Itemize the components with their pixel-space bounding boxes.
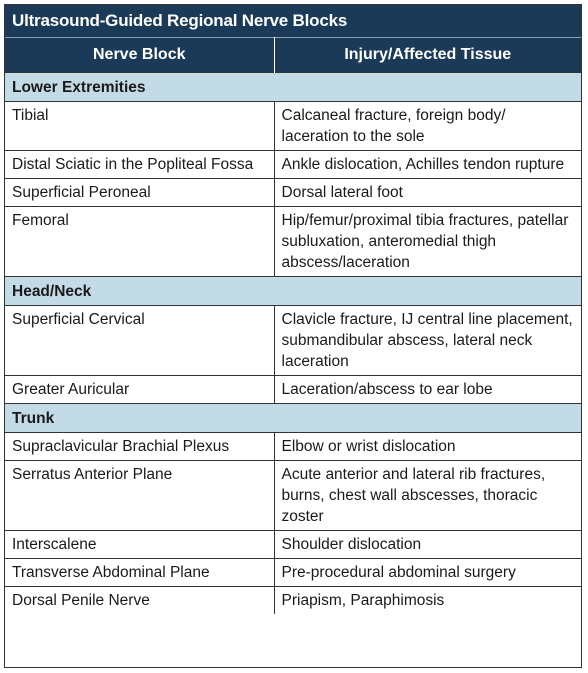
injury-cell: Clavicle fracture, IJ central line placement, submandibular abscess, lateral neck laceration <box>274 306 581 376</box>
nerve-block-cell: Femoral <box>5 207 274 277</box>
table-row <box>5 207 581 277</box>
table-row <box>5 587 581 615</box>
header-row <box>5 38 581 73</box>
table-row <box>5 102 581 151</box>
nerve-block-cell: Dorsal Penile Nerve <box>5 587 274 615</box>
injury-cell: Shoulder dislocation <box>274 531 581 559</box>
nerve-block-cell: Interscalene <box>5 531 274 559</box>
injury-cell: Laceration/abscess to ear lobe <box>274 376 581 404</box>
nerve-block-cell: Distal Sciatic in the Popliteal Fossa <box>5 151 274 179</box>
nerve-block-cell: Superficial Peroneal <box>5 179 274 207</box>
table-row <box>5 179 581 207</box>
table-row <box>5 461 581 531</box>
nerve-block-cell: Superficial Cervical <box>5 306 274 376</box>
table-body <box>5 73 581 615</box>
nerve-block-cell: Supraclavicular Brachial Plexus <box>5 433 274 461</box>
table-title: Ultrasound-Guided Regional Nerve Blocks <box>5 5 581 37</box>
injury-cell: Dorsal lateral foot <box>274 179 581 207</box>
section-row <box>5 73 581 102</box>
injury-cell: Calcaneal fracture, foreign body/ laceration to the sole <box>274 102 581 151</box>
table-row <box>5 559 581 587</box>
nerve-block-cell: Serratus Anterior Plane <box>5 461 274 531</box>
injury-cell: Priapism, Paraphimosis <box>274 587 581 615</box>
section-heading: Lower Extremities <box>5 73 581 102</box>
injury-cell: Pre-procedural abdominal surgery <box>274 559 581 587</box>
nerve-block-cell: Tibial <box>5 102 274 151</box>
nerve-block-cell: Transverse Abdominal Plane <box>5 559 274 587</box>
injury-cell: Hip/femur/proximal tibia fractures, patellar subluxation, anteromedial thigh abscess/laceration <box>274 207 581 277</box>
section-heading: Trunk <box>5 404 581 433</box>
nerve-block-table <box>5 37 581 614</box>
nerve-block-table-panel <box>4 4 582 668</box>
column-header-injury: Injury/Affected Tissue <box>274 38 581 73</box>
table-row <box>5 531 581 559</box>
section-heading: Head/Neck <box>5 277 581 306</box>
injury-cell: Ankle dislocation, Achilles tendon rupture <box>274 151 581 179</box>
table-row <box>5 376 581 404</box>
table-row <box>5 433 581 461</box>
section-row <box>5 404 581 433</box>
nerve-block-cell: Greater Auricular <box>5 376 274 404</box>
injury-cell: Elbow or wrist dislocation <box>274 433 581 461</box>
section-row <box>5 277 581 306</box>
column-header-nerve-block: Nerve Block <box>5 38 274 73</box>
injury-cell: Acute anterior and lateral rib fractures, burns, chest wall abscesses, thoracic zoster <box>274 461 581 531</box>
table-row <box>5 151 581 179</box>
table-row <box>5 306 581 376</box>
